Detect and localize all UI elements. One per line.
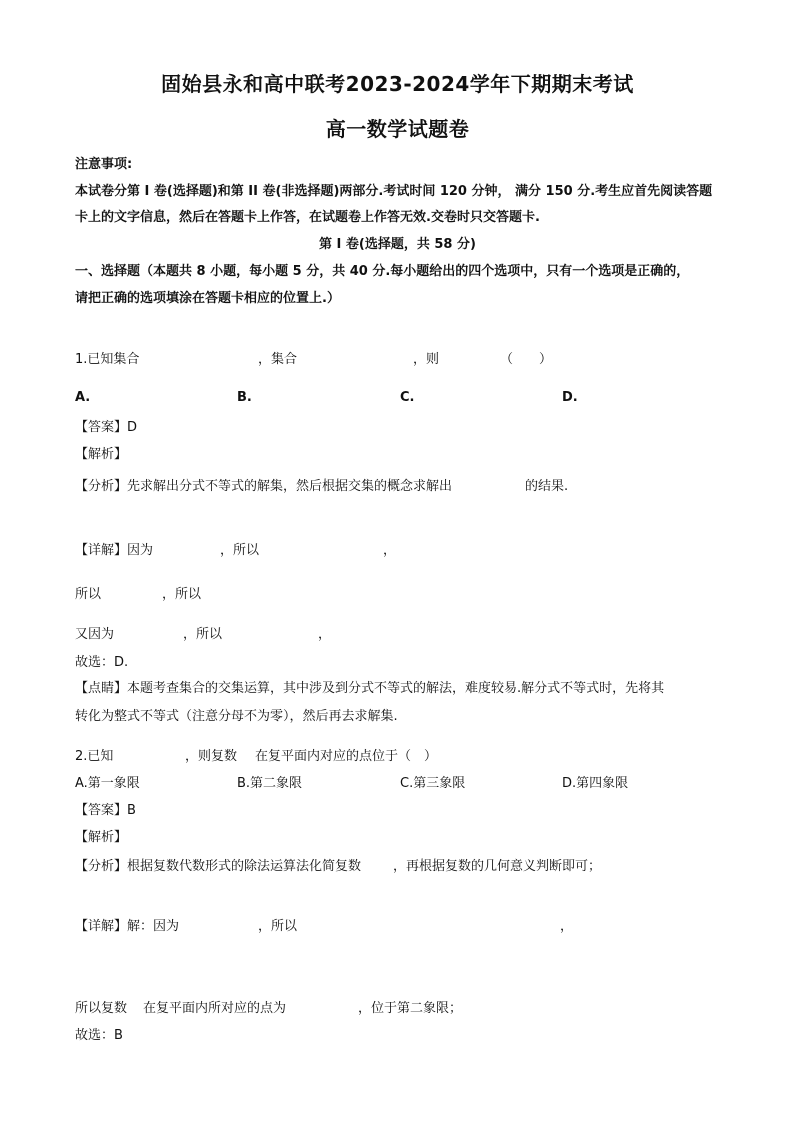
q2-answer: 【答案】B <box>75 803 136 818</box>
q2-option-c: C.第三象限 <box>400 776 466 791</box>
q2-therefore-part-b: 在复平面内所对应的点为 <box>143 1001 287 1016</box>
q1-also-part-a: 又因为 <box>75 627 115 642</box>
notice-line-2: 卡上的文字信息，然后在答题卡上作答，在试题卷上作答无效.交卷时只交答题卡. <box>75 210 540 225</box>
q1-analysis-label: 【解析】 <box>75 447 128 462</box>
q2-fenxi-part-a: 【分析】根据复数代数形式的除法运算法化简复数 <box>75 859 362 874</box>
q2-detail-part-c: ， <box>560 919 574 934</box>
q2-choice: 故选：B <box>75 1028 123 1043</box>
notice-heading: 注意事项: <box>75 157 133 172</box>
q1-option-c: C. <box>400 390 415 405</box>
page-subtitle: 高一数学试题卷 <box>325 117 470 141</box>
q2-therefore-part-a: 所以复数 <box>75 1001 128 1016</box>
q1-stem-part-b: ，集合 <box>258 352 298 367</box>
q2-detail-part-a: 【详解】解：因为 <box>75 919 180 934</box>
section-1-line-1: 一、选择题（本题共 8 小题，每小题 5 分，共 40 分.每小题给出的四个选项中，只有一个选项是正确的， <box>75 264 690 279</box>
section-1-line-2: 请把正确的选项填涂在答题卡相应的位置上.） <box>75 291 340 306</box>
q1-option-a: A. <box>75 390 91 405</box>
q1-therefore-part-b: ，所以 <box>162 587 202 602</box>
q2-stem-part-a: 2.已知 <box>75 749 114 764</box>
q2-option-d: D.第四象限 <box>562 776 629 791</box>
q1-detail-part-b: ，所以 <box>220 543 260 558</box>
q2-option-a: A.第一象限 <box>75 776 140 791</box>
q1-therefore-part-a: 所以 <box>75 587 102 602</box>
q2-therefore-part-c: ，位于第二象限； <box>358 1001 463 1016</box>
q2-stem-part-b: ，则复数 <box>185 749 238 764</box>
q1-choice: 故选：D. <box>75 655 129 670</box>
part-1-heading: 第 I 卷(选择题，共 58 分) <box>319 237 476 252</box>
q1-fenxi-part-b: 的结果. <box>525 479 569 494</box>
q2-option-b: B.第二象限 <box>237 776 303 791</box>
q1-option-d: D. <box>562 390 578 405</box>
q2-detail-part-b: ，所以 <box>258 919 298 934</box>
q1-also-part-c: ， <box>318 627 332 642</box>
q2-stem-part-c: 在复平面内对应的点位于（ ） <box>255 749 438 764</box>
q1-option-b: B. <box>237 390 252 405</box>
q1-answer: 【答案】D <box>75 420 138 435</box>
page-title: 固始县永和高中联考2023-2024学年下期期末考试 <box>161 72 634 96</box>
q1-detail-part-a: 【详解】因为 <box>75 543 154 558</box>
q2-analysis-label: 【解析】 <box>75 830 128 845</box>
q1-fenxi-part-a: 【分析】先求解出分式不等式的解集，然后根据交集的概念求解出 <box>75 479 453 494</box>
q2-fenxi-part-b: ，再根据复数的几何意义判断即可； <box>393 859 602 874</box>
notice-line-1: 本试卷分第 I 卷(选择题)和第 II 卷(非选择题)两部分.考试时间 120 分钟， 满分 150 分.考生应首先阅读答题 <box>75 184 713 199</box>
q1-stem-part-c: ，则 <box>413 352 440 367</box>
q1-remark-line-2: 转化为整式不等式（注意分母不为零），然后再去求解集. <box>75 709 398 724</box>
q1-remark-line-1: 【点睛】本题考查集合的交集运算，其中涉及到分式不等式的解法，难度较易.解分式不等式时，先将其 <box>75 681 665 696</box>
q1-detail-part-c: ， <box>383 543 397 558</box>
q1-stem-part-d: （ ） <box>500 352 553 367</box>
q1-stem-part-a: 1.已知集合 <box>75 352 140 367</box>
q1-also-part-b: ，所以 <box>183 627 223 642</box>
